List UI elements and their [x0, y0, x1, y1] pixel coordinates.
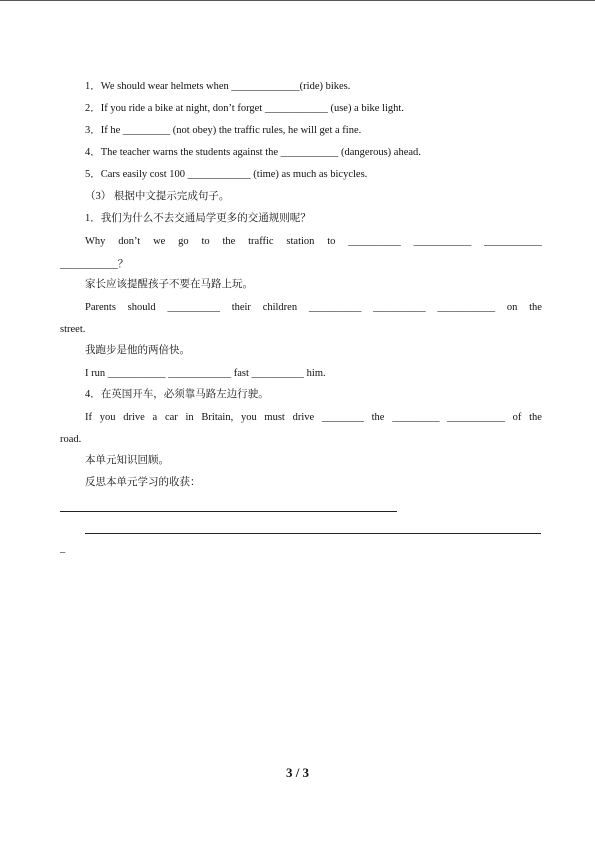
- word: go: [178, 236, 189, 247]
- word: the: [371, 412, 385, 423]
- word: you: [240, 412, 257, 423]
- word: __________: [308, 302, 362, 313]
- word: we: [153, 236, 166, 247]
- word: station: [286, 236, 315, 247]
- answer-line-2: [85, 533, 541, 534]
- question-1-english: [85, 235, 542, 249]
- word: in: [185, 412, 194, 423]
- answer-line-1: [60, 511, 397, 512]
- answer-line-trailing-dash: _: [60, 543, 66, 554]
- word: If: [85, 412, 92, 423]
- word: children: [262, 302, 298, 313]
- exercise-item-4: 4．The teacher warns the students against the ___________ (dangerous) ahead.: [85, 147, 421, 158]
- word: drive: [123, 412, 145, 423]
- word: should: [127, 302, 156, 313]
- word: must: [264, 412, 285, 423]
- page-number: 3 / 3: [285, 765, 310, 780]
- word: the: [222, 236, 236, 247]
- word: drive: [292, 412, 315, 423]
- question-4-english: [85, 411, 542, 425]
- word: traffic: [248, 236, 274, 247]
- question-2-english: [85, 301, 542, 315]
- question-4-chinese: 4．在英国开车，必须靠马路左边行驶。: [85, 389, 269, 400]
- word: of: [512, 412, 522, 423]
- question-4-english-continued: road.: [60, 434, 82, 445]
- exercise-item-3: 3．If he _________ (not obey) the traffic rules, he will get a fine.: [85, 125, 362, 136]
- word: ___________: [437, 302, 496, 313]
- word: Parents: [85, 302, 116, 313]
- word: car: [164, 412, 178, 423]
- exercise-item-5: 5．Cars easily cost 100 ____________ (time) as much as bicycles.: [85, 169, 368, 180]
- word: to: [327, 236, 336, 247]
- word: __________: [167, 302, 220, 313]
- word: Britain,: [201, 412, 234, 423]
- word: ___________: [447, 412, 505, 423]
- word: ________: [321, 412, 364, 423]
- word: the: [529, 302, 542, 313]
- word: __________: [373, 302, 426, 313]
- header-rule: [0, 0, 595, 1]
- question-2-chinese: 家长应该提醒孩子不要在马路上玩。: [85, 279, 253, 290]
- word: ___________: [484, 236, 542, 247]
- unit-review-heading: 本单元知识回顾。: [85, 455, 169, 466]
- word: on: [506, 302, 518, 313]
- word: a: [152, 412, 158, 423]
- word: don’t: [118, 236, 141, 247]
- exercise-item-2: 2．If you ride a bike at night, don’t forget ____________ (use) a bike light.: [85, 103, 404, 114]
- reflection-prompt: 反思本单元学习的收获：: [85, 477, 201, 488]
- question-3-chinese: 我跑步是他的两倍快。: [85, 345, 190, 356]
- word: _________: [392, 412, 440, 423]
- word: the: [529, 412, 542, 423]
- word: __________: [348, 236, 401, 247]
- word: to: [201, 236, 210, 247]
- word: ___________: [413, 236, 472, 247]
- question-3-english: I run ___________ ____________ fast __________ him.: [85, 368, 326, 379]
- word: Why: [85, 236, 106, 247]
- question-1-english-continued: ___________？: [60, 259, 129, 270]
- word: their: [231, 302, 251, 313]
- exercise-item-1: 1．We should wear helmets when _____________(ride) bikes.: [85, 81, 351, 92]
- question-1-chinese: 1．我们为什么不去交通局学更多的交通规则呢？: [85, 213, 311, 224]
- section-3-heading: （3） 根据中文提示完成句子。: [85, 191, 230, 202]
- question-2-english-continued: street.: [60, 324, 86, 335]
- word: you: [99, 412, 116, 423]
